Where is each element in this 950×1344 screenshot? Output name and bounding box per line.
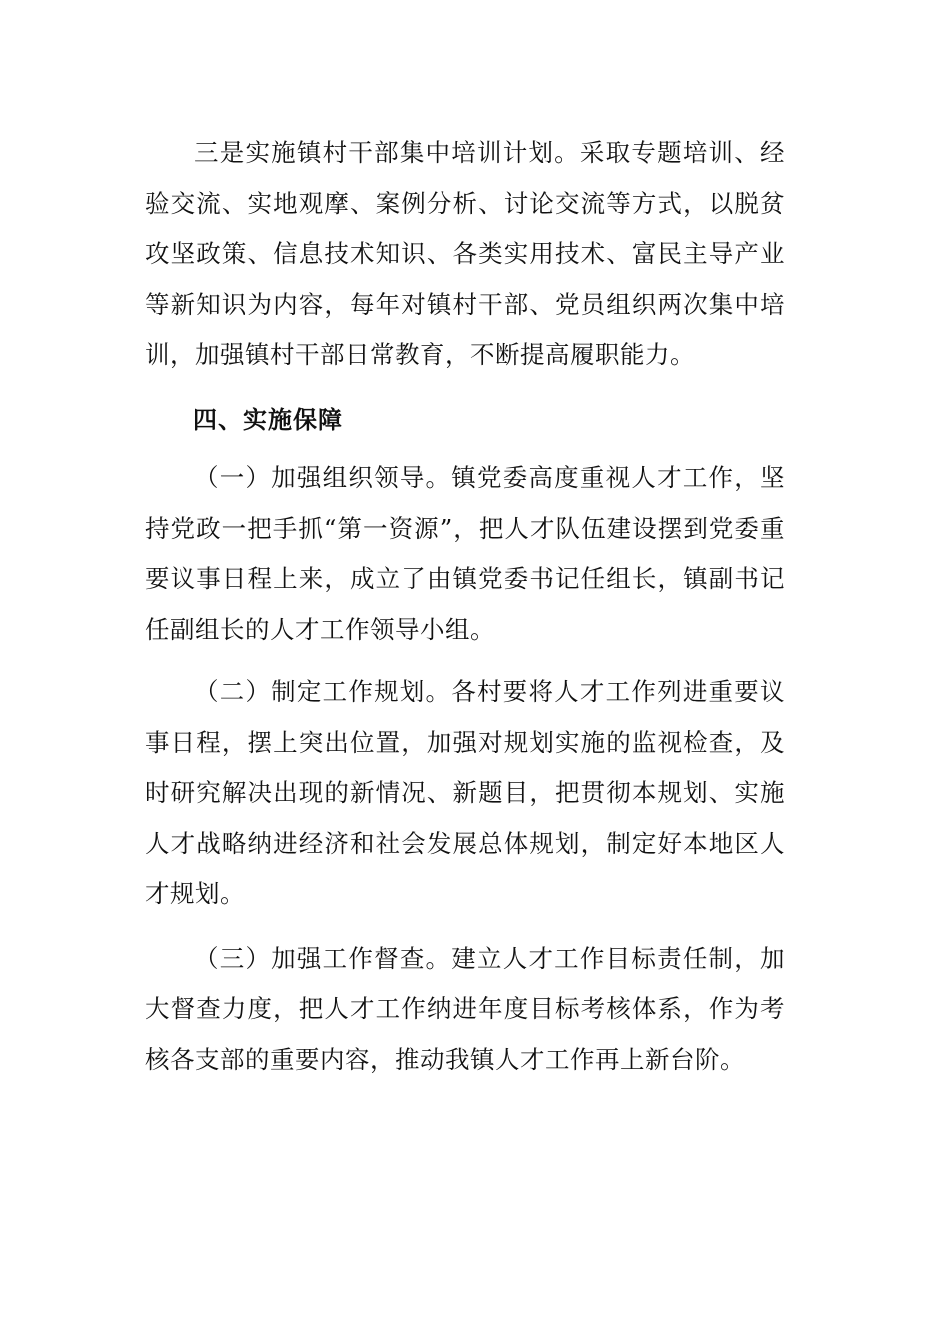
spacer xyxy=(145,920,785,934)
paragraph-strengthen-leadership: （一）加强组织领导。镇党委高度重视人才工作，坚持党政一把手抓“第一资源”，把人才队伍建设摆到党委重要议事日程上来，成立了由镇党委书记任组长，镇副书记任副组长的人才工作领导小组。 xyxy=(145,463,785,644)
paragraph-work-supervision: （三）加强工作督查。建立人才工作目标责任制，加大督查力度，把人才工作纳进年度目标考核体系，作为考核各支部的重要内容，推动我镇人才工作再上新台阶。 xyxy=(145,943,785,1074)
document-body xyxy=(145,128,785,1085)
paragraph-training-plan: 三是实施镇村干部集中培训计划。采取专题培训、经验交流、实地观摩、案例分析、讨论交流等方式，以脱贫攻坚政策、信息技术知识、各类实用技术、富民主导产业等新知识为内容，每年对镇村干部、党员组织两次集中培训，加强镇村干部日常教育，不断提高履职能力。 xyxy=(145,138,785,369)
spacer xyxy=(145,381,785,387)
paragraph-work-planning: （二）制定工作规划。各村要将人才工作列进重要议事日程，摆上突出位置，加强对规划实施的监视检查，及时研究解决出现的新情况、新题目，把贯彻本规划、实施人才战略纳进经济和社会发展总体规划，制定好本地区人才规划。 xyxy=(145,677,785,908)
spacer xyxy=(145,655,785,667)
section-heading-implementation-guarantee: 四、实施保障 xyxy=(193,405,343,434)
